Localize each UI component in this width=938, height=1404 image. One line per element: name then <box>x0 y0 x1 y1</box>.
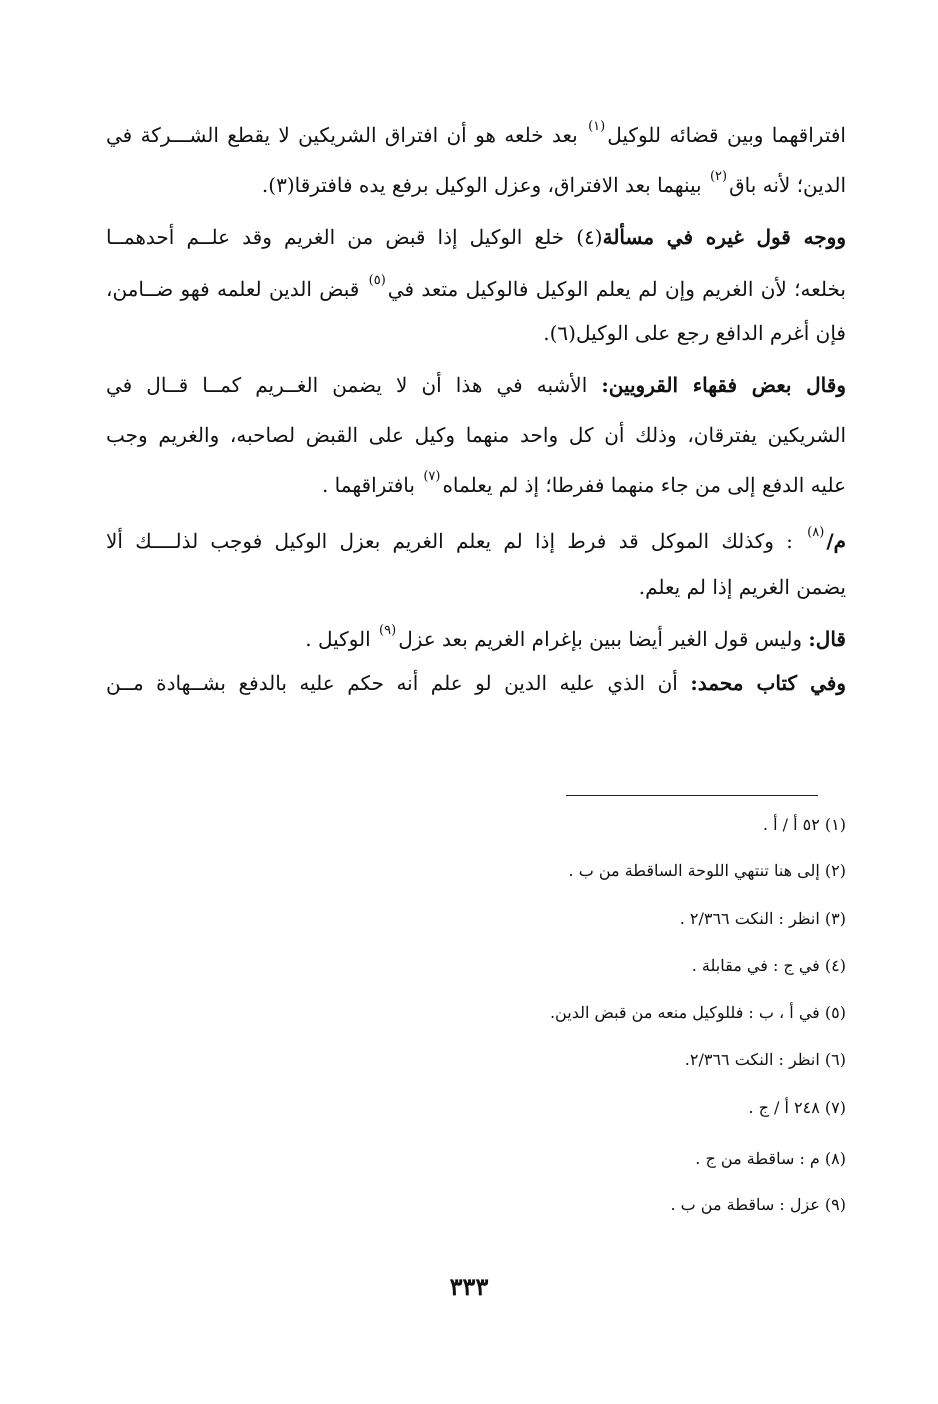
body-text: الدين؛ لأنه باق <box>729 173 846 197</box>
footnote-4: (٤) في ج : في مقابلة . <box>691 956 846 975</box>
body-text: الشريكين يفترقان، وذلك أن كل واحد منهما وكيل على القبض لصاحبه، والغريم وجب <box>106 423 846 447</box>
body-text: الأشبه في هذا أن لا يضمن الغــريم كمــا قــال في <box>106 373 602 397</box>
footnote-9: (٩) عزل : ساقطة من ب . <box>670 1195 846 1214</box>
body-line-4 <box>106 274 846 308</box>
footnote-separator <box>566 795 818 796</box>
body-line-3 <box>106 222 846 252</box>
body-text: أن الذي عليه الدين لو علم أنه حكم عليه بالدفع بشــهادة مــن <box>106 671 691 695</box>
body-line-5 <box>106 318 846 348</box>
body-text: فإن أغرم الدافع رجع على الوكيل(٦). <box>543 321 846 345</box>
body-line-11 <box>106 624 846 658</box>
body-text: الوكيل . <box>305 627 378 651</box>
body-line-1 <box>106 120 846 154</box>
body-line-10 <box>106 572 846 602</box>
footnote-1: (١) ٥٢ أ / أ . <box>762 815 846 834</box>
body-text: يضمن الغريم إذا لم يعلم. <box>638 575 846 599</box>
paragraph-lead: م/ <box>826 529 846 553</box>
footnote-ref: (٩) <box>379 623 397 638</box>
body-line-6 <box>106 370 846 400</box>
body-line-2 <box>106 170 846 204</box>
body-text: بعد خلعه هو أن افتراق الشريكين لا يقطع الشـــركة في <box>106 123 587 147</box>
body-text: بينهما بعد الافتراق، وعزل الوكيل برفع يده فافترقا(٣). <box>261 173 708 197</box>
body-text: وليس قول الغير أيضا ببين بإغرام الغريم بعد عزل <box>398 627 809 651</box>
footnote-ref: (١) <box>588 119 606 134</box>
footnote-3: (٣) انظر : النكت ٢/٣٦٦ . <box>679 909 846 928</box>
paragraph-lead: وفي كتاب محمد: <box>690 671 846 695</box>
footnote-ref: (٧) <box>423 469 441 484</box>
body-text: افتراقهما وبين قضائه للوكيل <box>607 123 846 147</box>
body-text: قبض الدين لعلمه فهو ضــامن، <box>106 277 367 301</box>
footnote-6: (٦) انظر : النكت ٢/٣٦٦. <box>684 1050 846 1069</box>
body-text: : وكذلك الموكل قد فرط إذا لم يعلم الغريم بعزل الوكيل فوجب لذلــــك ألا <box>106 529 806 553</box>
body-text: بخلعه؛ لأن الغريم وإن لم يعلم الوكيل فالوكيل متعد في <box>387 277 846 301</box>
footnote-ref: (٨) <box>807 525 825 540</box>
body-line-12 <box>106 668 846 698</box>
footnote-ref: (٢) <box>709 169 728 184</box>
paragraph-lead: ووجه قول غيره في مسألة <box>602 225 846 249</box>
paragraph-lead: قال: <box>808 627 846 651</box>
body-text: عليه الدفع إلى من جاء منهما ففرطا؛ إذ لم يعلماه <box>442 473 846 497</box>
footnote-5: (٥) في أ ، ب : فللوكيل منعه من قبض الدين. <box>549 1003 846 1022</box>
footnote-7: (٧) ٢٤٨ أ / ج . <box>748 1098 846 1117</box>
footnote-ref: (٥) <box>368 273 386 288</box>
page-number: ٣٣٣ <box>449 1272 489 1301</box>
footnote-8: (٨) م : ساقطة من ج . <box>695 1149 846 1168</box>
body-line-9 <box>106 526 846 560</box>
body-line-7 <box>106 420 846 450</box>
body-text: (٤) خلع الوكيل إذا قبض من الغريم وقد علــم أحدهمــا <box>106 225 603 249</box>
body-line-8 <box>106 470 846 504</box>
paragraph-lead: وقال بعض فقهاء القرويين: <box>601 373 846 397</box>
footnote-2: (٢) إلى هنا تنتهي اللوحة الساقطة من ب . <box>568 861 846 880</box>
body-text: بافتراقهما . <box>321 473 422 497</box>
